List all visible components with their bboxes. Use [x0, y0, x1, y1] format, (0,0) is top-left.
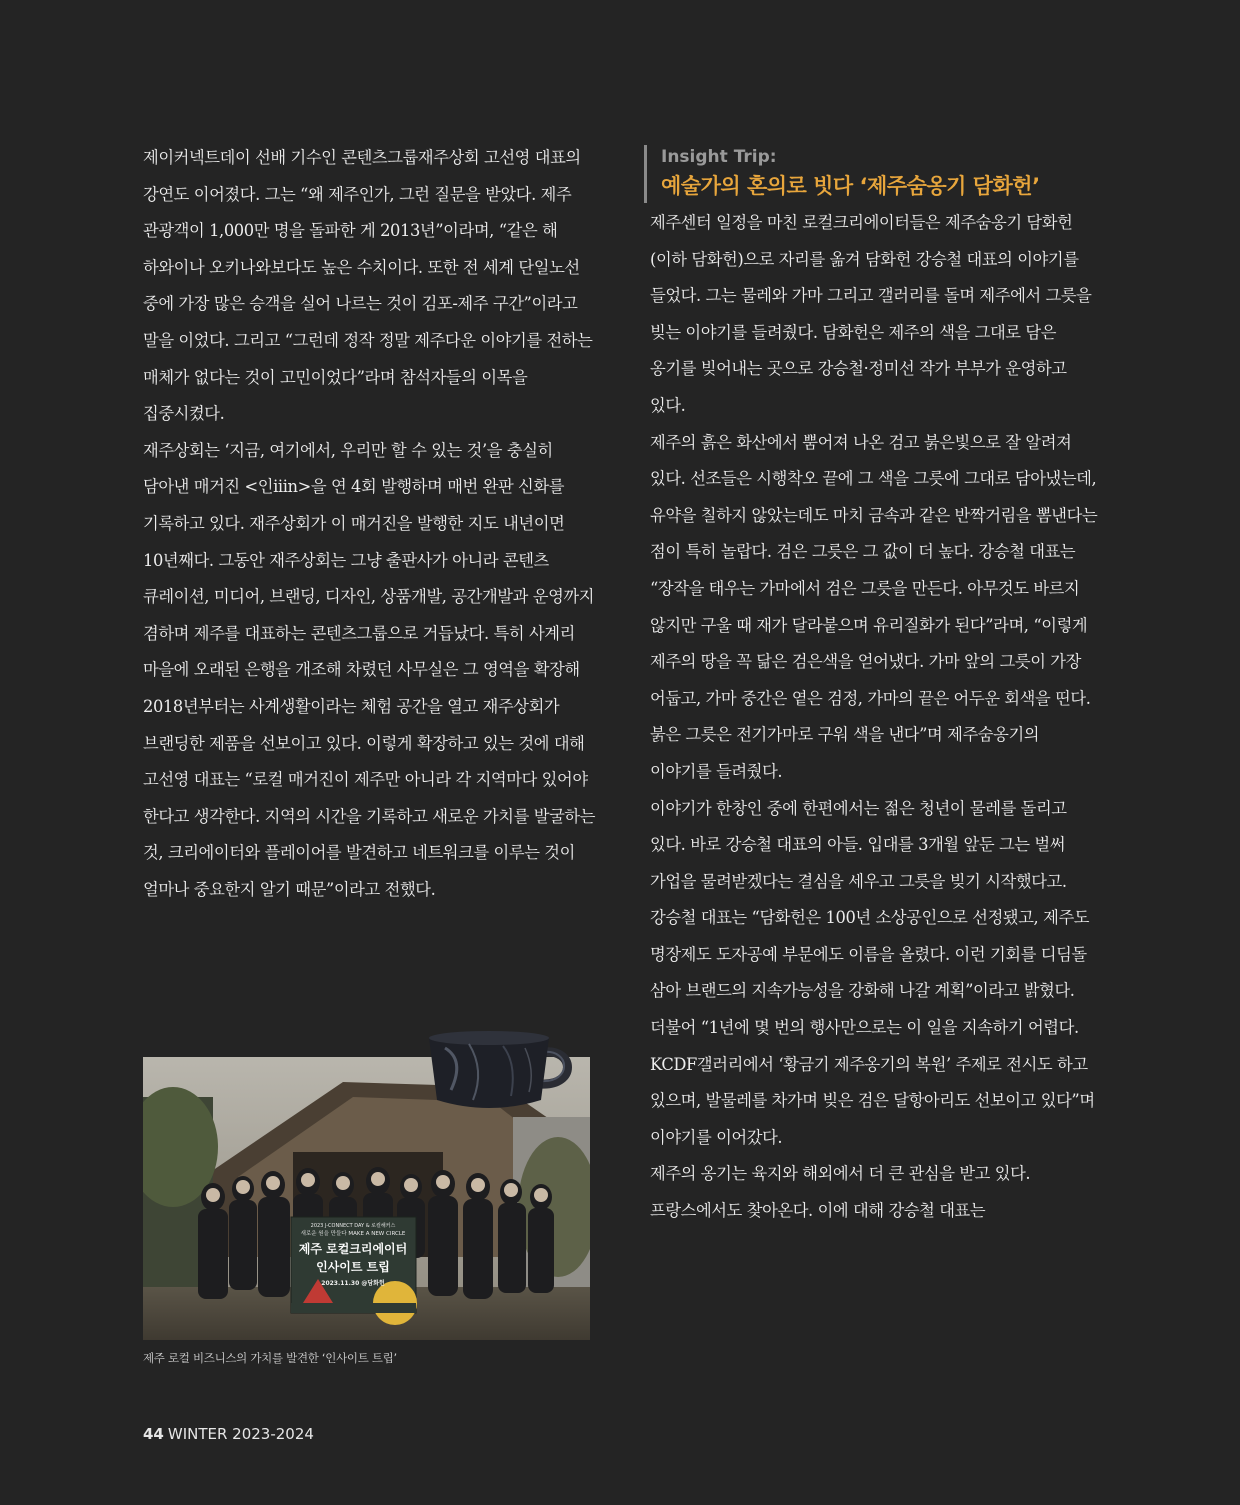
banner-sub-text: 새로운 원을 만들다 MAKE A NEW CIRCLE — [300, 1231, 406, 1237]
body-paragraph: 제이커넥트데이 선배 기수인 콘텐츠그룹재주상회 고선영 대표의 강연도 이어졌다. 그는 “왜 제주인가, 그런 질문을 받았다. 제주 관광객이 1,000만 명을 돌파한 게 2013년”이라며, “같은 해 하와이나 오키나와보다도 높은 수치이다. 또한 전 세계 단일노선 중에 가장 많은 승객을 실어 나르는 것이 김포-제주 구간”이라고 말을 이었다. 그리고 “그런데 정작 정말 제주다운 이야기를 전하는 매체가 없다는 것이 고민이었다”라며 참석자들의 이목을 집중시켰다. — [143, 148, 593, 424]
page-footer — [143, 1425, 314, 1443]
body-paragraph: 제주의 옹기는 육지와 해외에서 더 큰 관심을 받고 있다. 프랑스에서도 찾아온다. 이에 대해 강승철 대표는 — [650, 1164, 1031, 1221]
issue-label: WINTER 2023-2024 — [167, 1425, 314, 1443]
body-paragraph: 강승철 대표는 “담화헌은 100년 소상공인으로 선정됐고, 제주도 명장제도 도자공예 부문에도 이름을 올렸다. 이런 기회를 디딤돌 삼아 브랜드의 지속가능성을 강화해 나갈 계획”이라고 밝혔다. 더불어 “1년에 몇 번의 행사만으로는 이 일을 지속하기 어렵다. KCDF갤러리에서 ‘황금기 제주옹기의 복원’ 주제로 전시도 하고 있으며, 발물레를 차가며 빚은 검은 달항아리도 선보이고 있다”며 이야기를 이어갔다. — [650, 908, 1095, 1147]
banner-date: 2023.11.30 @담화헌 — [321, 1280, 385, 1287]
body-paragraph: 제주의 흙은 화산에서 뿜어져 나온 검고 붉은빛으로 잘 알려져 있다. 선조들은 시행착오 끝에 그 색을 그릇에 그대로 담아냈는데, 유약을 칠하지 않았는데도 마치 금속과 같은 반짝거림을 뽐낸다는 점이 특히 놀랍다. 검은 그릇은 그 값이 더 높다. 강승철 대표는 “장작을 태우는 가마에서 검은 그릇을 만든다. 아무것도 바르지 않지만 구울 때 재가 달라붙으며 유리질화가 된다”라며, “이렇게 제주의 땅을 꼭 닮은 검은색을 얻어냈다. 가마 앞의 그릇이 가장 어둡고, 가마 중간은 옅은 검정, 가마의 끝은 어두운 회색을 띤다. 붉은 그릇은 전기가마로 구워 색을 낸다”며 제주숨옹기의 이야기를 들려줬다. — [650, 432, 1098, 781]
page-number: 44 — [143, 1425, 164, 1443]
photo-caption: 제주 로컬 비즈니스의 가치를 발견한 ‘인사이트 트립’ — [143, 1351, 397, 1365]
right-column — [650, 140, 1105, 1230]
section-headline: 예술가의 혼의로 빗다 ‘제주숨옹기 담화헌’ — [661, 174, 1040, 198]
banner-title-1: 제주 로컬크리에이터 — [298, 1242, 408, 1256]
body-paragraph: 제주센터 일정을 마친 로컬크리에이터들은 제주숨옹기 담화헌(이하 담화헌)으로 자리를 옮겨 담화헌 강승철 대표의 이야기를 들었다. 그는 물레와 가마 그리고 갤러리를 돌며 제주에서 그릇을 빚는 이야기를 들려줬다. 담화헌은 제주의 색을 그대로 담은 옹기를 빚어내는 곳으로 강승철·정미선 작가 부부가 운영하고 있다. — [650, 213, 1092, 415]
body-paragraph: 이야기가 한창인 중에 한편에서는 젊은 청년이 물레를 돌리고 있다. 바로 강승철 대표의 아들. 입대를 3개월 앞둔 그는 벌써 가업을 물려받겠다는 결심을 세우고 그릇을 빚기 시작했다고. — [650, 798, 1067, 891]
black-pottery-cup-image — [425, 1030, 575, 1112]
body-paragraph: 재주상회는 ‘지금, 여기에서, 우리만 할 수 있는 것’을 충실히 담아낸 매거진 <인iiin>을 연 4회 발행하며 매번 완판 신화를 기록하고 있다. 재주상회가 이 매거진을 발행한 지도 내년이면 10년째다. 그동안 재주상회는 그냥 출판사가 아니라 콘텐츠 큐레이션, 미디어, 브랜딩, 디자인, 상품개발, 공간개발과 운영까지 겸하며 제주를 대표하는 콘텐츠그룹으로 거듭났다. 특히 사계리 마을에 오래된 은행을 개조해 차렸던 사무실은 그 영역을 확장해 2018년부터는 사계생활이라는 체험 공간을 열고 재주상회가 브랜딩한 제품을 선보이고 있다. 이렇게 확장하고 있는 것에 대해 고선영 대표는 “로컬 매거진이 제주만 아니라 각 지역마다 있어야 한다고 생각한다. 지역의 시간을 기록하고 새로운 가치를 발굴하는 것, 크리에이터와 플레이어를 발견하고 네트워크를 이루는 것이 얼마나 중요한지 알기 때문”이라고 전했다. — [143, 440, 596, 899]
banner-top-text: 2023 J-CONNECT DAY & 로컬해커스 — [310, 1223, 396, 1229]
section-kicker: Insight Trip: — [661, 147, 777, 167]
section-heading — [644, 145, 1105, 203]
left-column — [143, 140, 598, 908]
banner-title-2: 인사이트 트립 — [316, 1260, 390, 1274]
